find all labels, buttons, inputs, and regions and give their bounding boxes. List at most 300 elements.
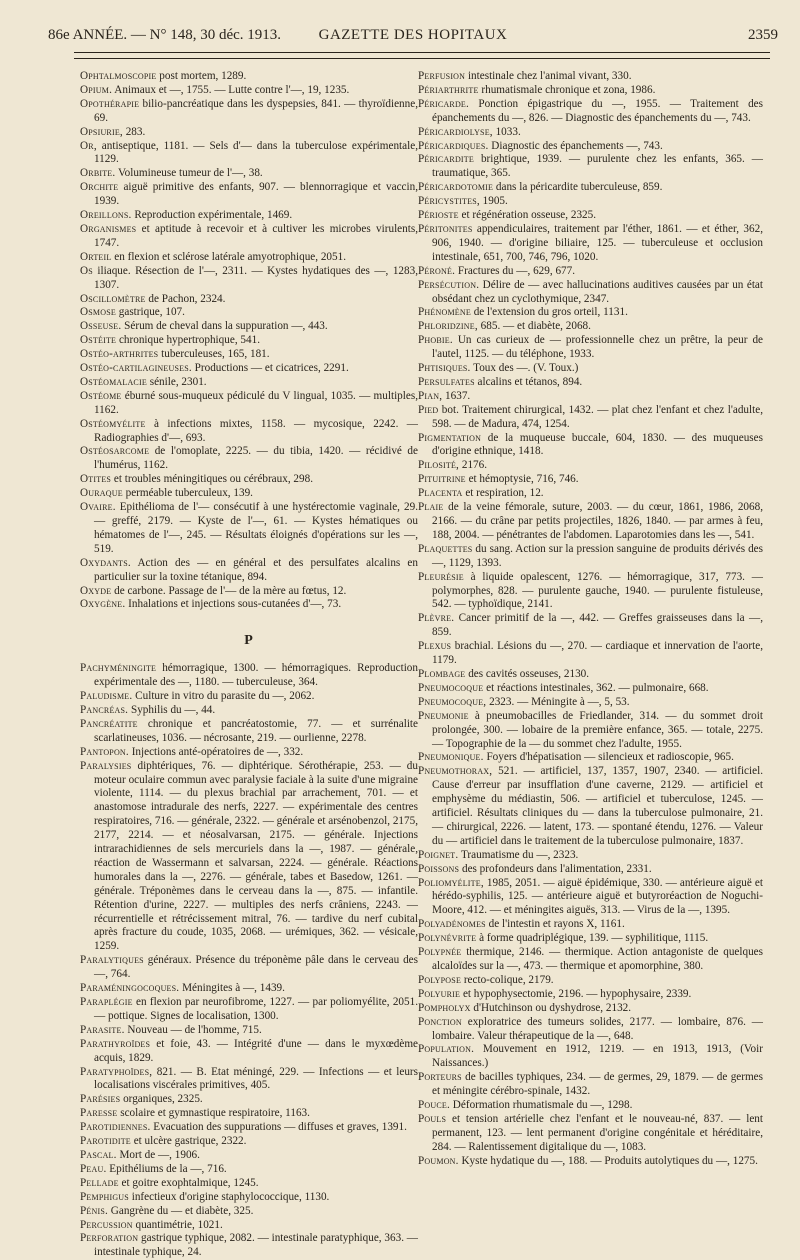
- right-column: [418, 70, 763, 1169]
- entry-headword: Paludisme.: [80, 690, 133, 703]
- entry-headword: Otites: [80, 473, 112, 486]
- entry-headword: Polyadénomes: [418, 918, 486, 931]
- index-entry: [418, 849, 763, 863]
- entry-text: Syphilis du —, 44.: [128, 703, 216, 716]
- entry-headword: Paraméningocoques.: [80, 982, 180, 995]
- entry-text: brachial. Lésions du —, 270. — cardiaque et innervation de l'aorte, 1179.: [432, 640, 763, 667]
- index-entry: [80, 487, 418, 501]
- index-entry: [80, 718, 418, 746]
- entry-headword: Porteurs: [418, 1071, 462, 1084]
- entry-headword: Parotidiennes.: [80, 1121, 151, 1134]
- entry-text: et réactions intestinales, 362. — pulmonaire, 668.: [483, 681, 709, 694]
- entry-headword: Parasite.: [80, 1023, 125, 1036]
- index-entry: [80, 1219, 418, 1233]
- index-entry: [418, 126, 763, 140]
- entry-text: Gangrène du — et diabète, 325.: [108, 1204, 254, 1217]
- entry-headword: Paralytiques: [80, 954, 144, 967]
- entry-headword: Persulfates: [418, 375, 475, 388]
- entry-text: à pneumobacilles de Friedlander, 314. — du sommet droit prolongée, 300. — lobaire de la première enfance, 365. — totale, 2275. — Topographie de la — du sommet chez l'adulte, 1955.: [432, 709, 763, 750]
- index-entry: [80, 1038, 418, 1066]
- index-entry: [80, 251, 418, 265]
- entry-text: et régénération osseuse, 2325.: [458, 209, 597, 222]
- entry-headword: Organismes: [80, 222, 137, 235]
- entry-headword: Pénis.: [80, 1204, 108, 1217]
- index-entry: [80, 501, 418, 557]
- index-entry: [418, 1016, 763, 1044]
- entry-text: Epithéliums de la —, 716.: [106, 1162, 227, 1175]
- entry-headword: Plexus: [418, 640, 452, 653]
- entry-text: généraux. Présence du tréponème pâle dans le cerveau des —, 764.: [94, 954, 418, 981]
- entry-headword: Pancréas.: [80, 703, 129, 716]
- index-entry: [418, 988, 763, 1002]
- entry-headword: Poumon.: [418, 1154, 459, 1167]
- entry-text: et tension artérielle chez l'enfant et le nouveau-né, 837. — lent permanent, 123. — lent permanent d'origine congénitale et héréditaire, 284. — Ralentissement digitalique du —, 1083.: [432, 1112, 763, 1153]
- entry-text: diphtériques, 76. — diphtérique. Sérothérapie, 253. — du moteur oculaire commun avec paralysie faciale à la suite d'une migraine violente, 1114. — du plexus brachial par arrachement, 701. — et anastomose intradurale des nerfs, 2227. — expérimentale des centres respiratoires, 716. — générale, 2322. — générale et arsénobenzol, 2175, 2177, 2214. — et néosalvarsan, 2175. — générale. Injections intrarachidiennes de sels mercuriels dans la —, 1987. — générale, réaction de Wassermann et salvarsan, 2224. — générale. Réactions humorales dans la —, 2276. — générale, tabes et Basedow, 1261. — générale. Tréponèmes dans le cerveau dans la —, 875. — infantile. Rétention d'urine, 2227. — multiples des nerfs crâniens, 2243. — récurrentielle et rétrécissement mitral, 76. — tardive du nerf cubital après fracture du coude, 1035, 2068. — urémiques, 362. — vésicale, 1259.: [94, 759, 419, 953]
- entry-headword: Pellade: [80, 1176, 119, 1189]
- entry-headword: Perforation: [80, 1232, 139, 1245]
- index-entry: [418, 362, 763, 376]
- index-entry: [80, 1149, 418, 1163]
- entry-text: Toux des —. (V. Toux.): [470, 362, 579, 375]
- entry-text: de la veine fémorale, suture, 2003. — du cœur, 1861, 1986, 2068, 2166. — du crâne par petits projectiles, 1826, 1840. — par armes à feu, 188, 2004. — pénétrantes de l'abdomen. Laparotomies dans les —, 541.: [432, 501, 763, 541]
- entry-text: Action des — en général et des persulfates alcalins en particulier sur la toxine tétanique, 894.: [94, 556, 418, 583]
- entry-headword: Os: [80, 264, 93, 277]
- entry-text: Ponction épigastrique du —, 1955. — Traitement des épanchements du —, 826. — Diagnostic des épanchements du —, 743.: [432, 97, 763, 124]
- entry-text: antiseptique, 1181. — Sels d'— dans la tuberculose expérimentale, 1129.: [94, 139, 418, 166]
- index-entry: [80, 362, 418, 376]
- entry-text: Reproduction expérimentale, 1469.: [131, 209, 293, 222]
- index-entry: [80, 1093, 418, 1107]
- index-entry: [80, 1024, 418, 1038]
- index-entry: [418, 877, 763, 919]
- entry-text: éburné sous-muqueux pédiculé du V lingual, 1035. — multiples, 1162.: [94, 389, 418, 416]
- entry-headword: Pouce.: [418, 1099, 450, 1112]
- entry-headword: Phloridzine,: [418, 320, 478, 333]
- entry-text: thermique, 2146. — thermique. Action antagoniste de quelques alcaloïdes sur la —, 473. — thermique et apomorphine, 380.: [432, 946, 763, 972]
- entry-headword: Ostéosarcome: [80, 445, 150, 458]
- index-entry: [80, 1177, 418, 1191]
- entry-headword: Ostéo-cartilagineuses.: [80, 362, 192, 375]
- entry-text: Inhalations et injections sous-cutanées d'—, 73.: [125, 598, 342, 611]
- index-entry: [80, 982, 418, 996]
- index-entry: [418, 153, 763, 181]
- entry-text: quantimétrie, 1021.: [132, 1218, 223, 1231]
- entry-headword: Percussion: [80, 1218, 133, 1231]
- entry-text: Cancer primitif de la —, 442. — Greffes graisseuses dans la —, 859.: [432, 612, 763, 639]
- index-entry: [418, 1155, 763, 1169]
- entry-headword: Pied: [418, 403, 439, 416]
- entry-text: à forme quadriplégique, 139. — syphilitique, 1115.: [476, 932, 709, 945]
- entry-headword: Ostéite: [80, 334, 117, 347]
- entry-headword: Opsiurie,: [80, 125, 123, 138]
- entry-text: des profondeurs dans l'alimentation, 2331.: [459, 862, 652, 875]
- entry-text: 521. — artificiel, 137, 1357, 1907, 2340. — artificiel. Cause d'erreur par insufflation d'une caverne, 2129. — artificiel et emphysème du médiastin, 506. — artificiel et tuberculose, 1245. — artificiel. Résultats cliniques du — dans la tuberculose pulmonaire, 21. — chirurgical, 2226. — latent, 173. — spontané étendu, 1276. — Valeur du — artificiel dans le traitement de la tuberculose pulmonaire, 1837.: [432, 765, 763, 847]
- entry-text: bilio-pancréatique dans les dyspepsies, 841. — thyroïdienne, 69.: [94, 97, 418, 124]
- index-entry: [418, 140, 763, 154]
- index-entry: [418, 98, 763, 126]
- index-entry: [80, 390, 418, 418]
- entry-headword: Pantopon.: [80, 745, 129, 758]
- index-entry: [418, 612, 763, 640]
- entry-text: dans la péricardite tuberculeuse, 859.: [493, 181, 663, 194]
- index-entry: [80, 690, 418, 704]
- entry-text: alcalins et tétanos, 894.: [474, 375, 583, 388]
- index-entry: [418, 765, 763, 848]
- index-entry: [80, 126, 418, 140]
- index-entry: [418, 320, 763, 334]
- entry-text: gastrique, 107.: [115, 306, 185, 319]
- entry-text: de Pachon, 2324.: [145, 292, 226, 305]
- index-entry: [80, 376, 418, 390]
- index-entry: [418, 1113, 763, 1155]
- index-entry: [80, 662, 418, 690]
- entry-text: perméable tuberculeux, 139.: [122, 487, 253, 500]
- entry-headword: Péritonites: [418, 222, 473, 235]
- entry-headword: Paraplégie: [80, 996, 133, 1008]
- index-entry: [80, 334, 418, 348]
- index-entry: [80, 320, 418, 334]
- entry-text: Un cas curieux de — professionnelle chez un prêtre, la peur de l'autel, 1125. — du téléphone, 1933.: [432, 334, 763, 361]
- entry-text: Foyers d'hépatisation — silencieux et radioscopie, 965.: [483, 751, 734, 764]
- index-entry: [418, 1002, 763, 1016]
- entry-headword: Paresse: [80, 1107, 118, 1120]
- entry-headword: Péricystites,: [418, 195, 480, 208]
- entry-text: Méningites à —, 1439.: [179, 982, 285, 995]
- entry-text: Culture in vitro du parasite du —, 2062.: [132, 690, 315, 703]
- entry-text: chronique et pancréatostomie, 77. — et surrénalite scarlatineuses, 1036. — nécrosante, 219. — ourlienne, 2278.: [94, 717, 418, 744]
- entry-headword: Poignet.: [418, 848, 459, 861]
- entry-headword: Orbite.: [80, 167, 116, 180]
- index-entry: [418, 1071, 763, 1099]
- entry-text: 1985, 2051. — aiguë épidémique, 330. — antérieure aiguë et hérédo-syphilis, 125. — antérieure aiguë et butyroréaction de Noguchi-Moore, 412. — et méningites aiguës, 313. — Virus de la —, 1395.: [432, 876, 763, 917]
- index-entry: [418, 432, 763, 460]
- index-entry: [418, 501, 763, 543]
- entry-text: 1033.: [492, 125, 521, 138]
- entry-headword: Ostéome: [80, 389, 122, 402]
- index-entry: [80, 1121, 418, 1135]
- entry-headword: Phtisiques.: [418, 362, 471, 375]
- index-entry: [418, 918, 763, 932]
- entry-text: sénile, 2301.: [146, 375, 207, 388]
- entry-text: Déformation rhumatismale du —, 1298.: [450, 1099, 633, 1112]
- index-entry: [80, 445, 418, 473]
- entry-headword: Poissons: [418, 862, 460, 875]
- entry-text: gastrique typhique, 2082. — intestinale paratyphique, 363. — intestinale typhique, 24.: [94, 1232, 418, 1259]
- entry-text: Epithélioma de l'— consécutif à une hystérectomie vaginale, 29. — greffé, 2179. — Kyste de l'—, 61. — Kystes hématiques ou hématomes de l'—, 245. — Résultats éloignés d'opérations sur les —, 519.: [94, 501, 418, 555]
- index-entry: [80, 418, 418, 446]
- index-entry: [80, 1163, 418, 1177]
- entry-headword: Phobie.: [418, 334, 453, 347]
- entry-text: Diagnostic des épanchements —, 743.: [488, 139, 663, 152]
- entry-headword: Péricardite: [418, 153, 474, 166]
- entry-headword: Pneumocoque,: [418, 695, 487, 708]
- entry-text: recto-colique, 2179.: [461, 973, 554, 986]
- entry-headword: Poliomyélite,: [418, 876, 484, 889]
- entry-text: en flexion par neurofibrome, 1227. — par poliomyélite, 2051. — pottique. Signes de localisation, 1300.: [94, 996, 418, 1022]
- entry-text: 685. — et diabète, 2068.: [477, 320, 591, 333]
- entry-text: Evacuation des suppurations — diffuses et graves, 1391.: [150, 1121, 407, 1134]
- entry-text: tuberculeuses, 165, 181.: [158, 348, 270, 361]
- entry-text: Productions — et cicatrices, 2291.: [191, 362, 349, 375]
- index-entry: [80, 1205, 418, 1219]
- entry-text: Kyste hydatique du —, 188. — Produits autolytiques du —, 1275.: [458, 1154, 758, 1167]
- entry-headword: Parotidite: [80, 1135, 131, 1148]
- entry-text: post mortem, 1289.: [156, 70, 247, 82]
- index-entry: [418, 974, 763, 988]
- entry-text: 1637.: [442, 389, 471, 402]
- entry-headword: Pancréatite: [80, 717, 138, 730]
- entry-text: scolaire et gymnastique respiratoire, 1163.: [117, 1107, 310, 1120]
- index-entry: [418, 473, 763, 487]
- entry-headword: Or,: [80, 139, 97, 152]
- index-entry: [80, 1191, 418, 1205]
- entry-text: Mort de —, 1906.: [116, 1148, 200, 1161]
- entry-headword: Pituitrine: [418, 473, 466, 486]
- entry-headword: Ponction: [418, 1015, 462, 1028]
- entry-text: infectieux d'origine staphylococcique, 1130.: [128, 1190, 330, 1203]
- index-entry: [80, 1135, 418, 1149]
- index-entry: [80, 348, 418, 362]
- index-entry: [418, 181, 763, 195]
- entry-headword: Phénomène: [418, 306, 471, 319]
- entry-headword: Ostéo-arthrites: [80, 348, 159, 361]
- index-entry: [80, 1232, 418, 1260]
- entry-headword: Parathyroïdes: [80, 1037, 151, 1050]
- header-rule-bottom: [74, 58, 770, 59]
- entry-headword: Péroné.: [418, 264, 456, 277]
- entry-text: 283.: [122, 125, 146, 138]
- entry-headword: Pneumocoque: [418, 681, 484, 694]
- entry-headword: Péricarde.: [418, 97, 470, 110]
- entry-headword: Plaie: [418, 501, 444, 514]
- entry-text: en flexion et sclérose latérale amyotrophique, 2051.: [111, 250, 347, 263]
- index-entry: [418, 279, 763, 307]
- entry-text: exploratrice des tumeurs solides, 2177. — lombaire, 876. — lombaire. Valeur thérapeutique de la —, 648.: [432, 1015, 763, 1042]
- entry-text: 2323. — Méningite à —, 5, 53.: [486, 695, 630, 708]
- index-entry: [418, 334, 763, 362]
- section-letter-p: P: [244, 633, 254, 649]
- entry-text: intestinale chez l'animal vivant, 330.: [465, 70, 632, 82]
- entry-headword: Pigmentation: [418, 431, 482, 444]
- entry-text: et goitre exophtalmique, 1245.: [118, 1176, 259, 1189]
- index-entry: [80, 98, 418, 126]
- entry-headword: Polypose: [418, 973, 462, 986]
- index-entry: [418, 390, 763, 404]
- entry-text: de l'omoplate, 2225. — du tibia, 1420. — récidivé de l'humérus, 1162.: [94, 445, 418, 472]
- index-entry: [80, 265, 418, 293]
- entry-headword: Osseuse.: [80, 320, 122, 333]
- entry-headword: Pleurésie: [418, 570, 464, 583]
- entry-text: 1905.: [479, 195, 508, 208]
- entry-text: et respiration, 12.: [462, 487, 544, 500]
- entry-headword: Paratyphoïdes,: [80, 1065, 153, 1078]
- entry-headword: Plaquettes: [418, 542, 473, 555]
- entry-text: Sérum de cheval dans la suppuration —, 443.: [121, 320, 328, 333]
- entry-headword: Ovaire.: [80, 501, 116, 514]
- entry-headword: Oxyde: [80, 584, 112, 597]
- entry-text: et aptitude à recevoir et à cultiver les microbes virulents, 1747.: [94, 222, 418, 249]
- index-entry: [80, 704, 418, 718]
- index-entry: [418, 223, 763, 265]
- entry-text: de l'intestin et rayons X, 1161.: [485, 918, 625, 931]
- index-entry: [418, 696, 763, 710]
- entry-text: aiguë primitive des enfants, 907. — blennorragique et vaccin, 1939.: [94, 181, 418, 208]
- entry-text: de la muqueuse buccale, 604, 1830. — des muqueuses d'origine ethnique, 1418.: [432, 431, 763, 458]
- entry-headword: Placenta: [418, 487, 463, 500]
- entry-text: appendiculaires, traitement par l'éther, 1861. — et éther, 362, 906, 1940. — d'origine biliaire, 125. — tuberculeuse et occlusion intestinale, 651, 700, 746, 796, 1020.: [432, 222, 763, 263]
- index-entry: [80, 167, 418, 181]
- index-entry: [418, 863, 763, 877]
- entry-headword: Peau.: [80, 1162, 107, 1175]
- index-entry: [418, 710, 763, 752]
- index-entry: [80, 473, 418, 487]
- index-entry: [418, 543, 763, 571]
- index-entry: [80, 746, 418, 760]
- entry-headword: Oscillomètre: [80, 292, 146, 305]
- entry-text: Traumatisme du —, 2323.: [458, 848, 579, 861]
- entry-headword: Péricardiolyse,: [418, 125, 493, 138]
- index-entry: [80, 223, 418, 251]
- entry-headword: Pascal.: [80, 1148, 117, 1161]
- index-entry: [80, 1066, 418, 1094]
- index-entry: [418, 459, 763, 473]
- entry-text: brightique, 1939. — purulente chez les enfants, 365. — traumatique, 365.: [432, 153, 763, 180]
- entry-headword: Périarthrite: [418, 83, 479, 96]
- entry-headword: Oreillons.: [80, 209, 132, 222]
- entry-headword: Polypnée: [418, 946, 462, 959]
- entry-headword: Persécution.: [418, 278, 480, 291]
- left-column: [80, 70, 418, 1260]
- index-entry: [418, 265, 763, 279]
- running-header: [48, 24, 778, 46]
- index-entry: [418, 682, 763, 696]
- entry-headword: Pemphigus: [80, 1190, 129, 1203]
- index-entry: [80, 209, 418, 223]
- index-entry: [418, 487, 763, 501]
- entry-headword: Ostéomyélite: [80, 417, 146, 430]
- entry-headword: Ouraque: [80, 487, 123, 500]
- entry-headword: Pian,: [418, 389, 443, 402]
- entry-text: de carbone. Passage de l'— de la mère au fœtus, 12.: [111, 584, 347, 597]
- entry-headword: Plèvre.: [418, 612, 455, 625]
- index-entry: [80, 306, 418, 320]
- entry-headword: Péricardiques.: [418, 139, 489, 152]
- index-entry: [418, 946, 763, 974]
- index-entry: [418, 209, 763, 223]
- entry-headword: Parésies: [80, 1093, 121, 1106]
- entry-text: et hypophysectomie, 2196. — hypophysaire, 2339.: [460, 987, 692, 1000]
- entry-headword: Ophtalmoscopie: [80, 70, 157, 82]
- entry-headword: Péricardotomie: [418, 181, 494, 194]
- index-entry: [80, 140, 418, 168]
- index-entry: [418, 306, 763, 320]
- entries-o: [80, 70, 418, 612]
- index-entry: [418, 70, 763, 84]
- entry-headword: Pneumonique.: [418, 751, 484, 764]
- entry-headword: Pouls: [418, 1112, 447, 1125]
- header-rule-top: [74, 52, 770, 53]
- entry-headword: Oxygène.: [80, 598, 126, 611]
- entry-headword: Plombage: [418, 667, 466, 680]
- index-entry: [418, 640, 763, 668]
- entry-headword: Osmose: [80, 306, 116, 319]
- index-entry: [80, 293, 418, 307]
- entry-text: de bacilles typhiques, 234. — de germes, 29, 1879. — de germes et méningite cérébro-spinale, 1432.: [432, 1071, 763, 1098]
- entry-headword: Orchite: [80, 181, 119, 194]
- entry-text: Injections anté-opératoires de —, 332.: [128, 745, 304, 758]
- entry-text: Animaux et —, 1755. — Lutte contre l'—, 19, 1235.: [112, 83, 350, 96]
- index-entry: [418, 1099, 763, 1113]
- entry-text: de l'extension du gros orteil, 1131.: [470, 306, 628, 319]
- entry-text: à infections mixtes, 1158. — mycosique, 2242. — Radiographies d'—, 693.: [94, 417, 418, 444]
- entry-headword: Orteil: [80, 250, 112, 263]
- entry-text: iliaque. Résection de l'—, 2311. — Kystes hydatiques des —, 1283, 1307.: [92, 264, 418, 291]
- index-entry: [80, 760, 418, 955]
- entry-headword: Pneumonie: [418, 709, 469, 722]
- entry-headword: Oxydants.: [80, 556, 131, 569]
- index-entry: [418, 668, 763, 682]
- issue-info: 86e ANNÉE. — N° 148, 30 déc. 1913.: [48, 27, 282, 43]
- index-entry: [80, 181, 418, 209]
- entry-text: et hémoptysie, 716, 746.: [465, 473, 579, 486]
- entry-text: Mouvement en 1912, 1219. — en 1913, 1913, (Voir Naissances.): [432, 1043, 763, 1070]
- index-entry: [80, 557, 418, 585]
- entry-text: hémorragique, 1300. — hémorragiques. Reproduction expérimentale des —, 1180. — tuberculeuse, 364.: [94, 662, 418, 689]
- index-entry: [418, 1043, 763, 1071]
- entry-text: 2176.: [459, 459, 488, 472]
- entry-headword: Opium.: [80, 83, 113, 96]
- entry-headword: Pneumothorax,: [418, 765, 493, 778]
- index-entry: [80, 585, 418, 599]
- entry-headword: Polynévrite: [418, 932, 477, 945]
- entry-headword: Pompholyx: [418, 1001, 471, 1014]
- entry-text: chronique hypertrophique, 541.: [116, 334, 260, 347]
- index-entry: [80, 70, 418, 84]
- entry-headword: Paralysies: [80, 759, 132, 772]
- entry-text: d'Hutchinson ou dyshydrose, 2132.: [470, 1001, 632, 1014]
- index-entry: [418, 376, 763, 390]
- entry-text: Délire de — avec hallucinations auditives causées par un état obsédant chez un cyclothymique, 2347.: [432, 278, 763, 305]
- index-entry: [80, 1107, 418, 1121]
- entry-text: du sang. Action sur la pression sanguine de produits dérivés des —, 1129, 1393.: [432, 542, 763, 569]
- index-entry: [80, 996, 418, 1024]
- entry-text: Nouveau — de l'homme, 715.: [124, 1023, 262, 1036]
- entry-text: Volumineuse tumeur de l'—, 38.: [115, 167, 263, 180]
- index-entry: [80, 598, 418, 612]
- entry-headword: Opothérapie: [80, 97, 140, 110]
- entry-text: organiques, 2325.: [120, 1093, 203, 1106]
- index-entry: [418, 751, 763, 765]
- entry-text: des cavités osseuses, 2130.: [465, 667, 590, 680]
- entry-headword: Perfusion: [418, 70, 466, 82]
- page-number: 2359: [748, 27, 778, 43]
- entry-headword: Pachyméningite: [80, 662, 157, 675]
- entry-text: à liquide opalescent, 1276. — hémorragique, 317, 773. — polymorphes, 828. — purulente gauche, 1940. — purulente fistuleuse, 542. — typhoïdique, 2141.: [432, 570, 763, 611]
- entries-p-continued: [418, 70, 763, 1169]
- index-entry: [418, 571, 763, 613]
- entry-headword: Ostéomalacie: [80, 375, 147, 388]
- entry-text: et foie, 43. — Intégrité d'une — dans le myxœdème acquis, 1829.: [94, 1037, 418, 1064]
- entries-p: [80, 662, 418, 1260]
- index-entry: [418, 404, 763, 432]
- entry-headword: Périoste: [418, 209, 459, 222]
- index-entry: [418, 932, 763, 946]
- entry-text: bot. Traitement chirurgical, 1432. — plat chez l'enfant et chez l'adulte, 598. — de Madura, 474, 1254.: [432, 403, 763, 430]
- index-entry: [80, 84, 418, 98]
- entry-text: 821. — B. Etat méningé, 229. — Infections — et leurs localisations viscérales primitives, 405.: [94, 1065, 418, 1092]
- entry-headword: Polyurie: [418, 987, 461, 1000]
- entry-text: Fractures du —, 629, 677.: [455, 264, 576, 277]
